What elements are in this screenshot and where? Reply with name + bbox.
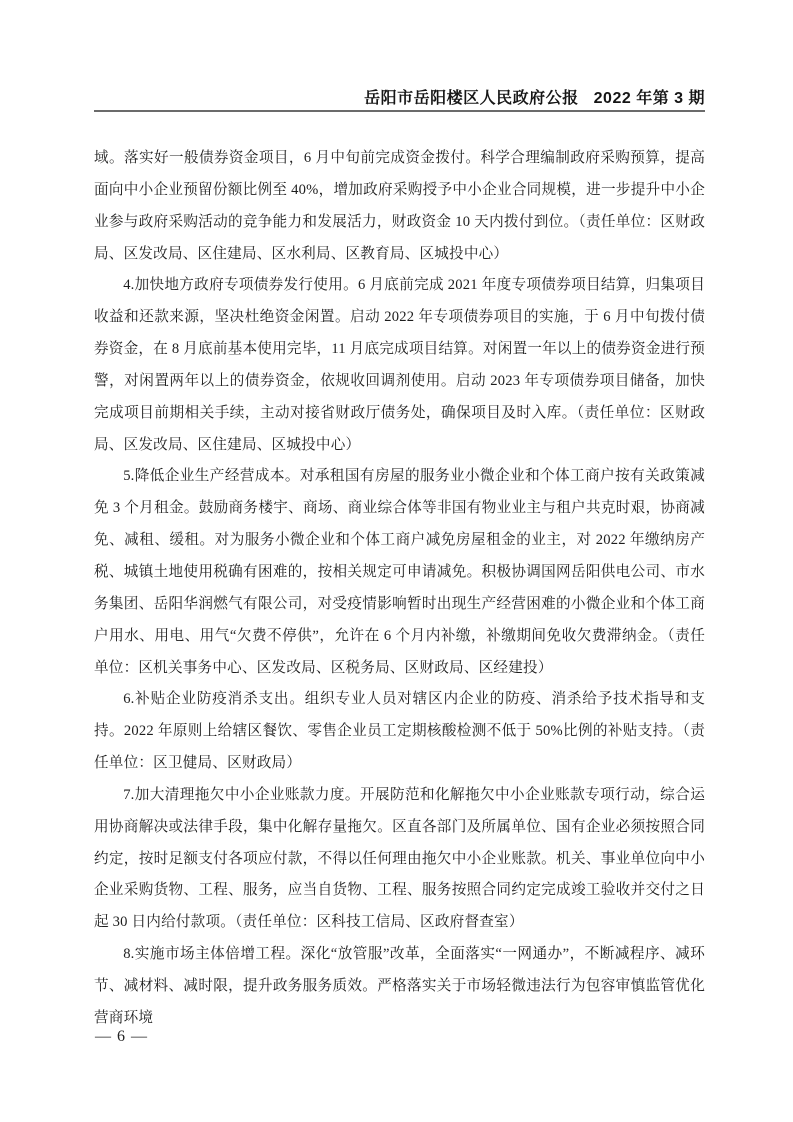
page-number: — 6 — [95, 1028, 148, 1045]
paragraph-item-7: 7.加大清理拖欠中小企业账款力度。开展防范和化解拖欠中小企业账款专项行动，综合运用协商解决或法律手段，集中化解存量拖欠。区直各部门及所属单位、国有企业必须按照合同约定，按时足额支付各项应付款，不得以任何理由拖欠中小企业账款。机关、事业单位向中小企业采购货物、工程、服务，应当自货物、工程、服务按照合同约定完成竣工验收并交付之日起 30 日内给付款项。（责任单位：区科技工信局、区政府督查室） [94, 786, 705, 931]
paragraph-item-8: 8.实施市场主体倍增工程。深化“放管服”改革，全面落实“一网通办”，不断减程序、减环节、减材料、减时限，提升政务服务质效。严格落实关于市场轻微违法行为包容审慎监管优化营商环境 [94, 946, 705, 1026]
header-rule [94, 110, 705, 112]
paragraph-item-5: 5.降低企业生产经营成本。对承租国有房屋的服务业小微企业和个体工商户按有关政策减免 3 个月租金。鼓励商务楼宇、商场、商业综合体等非国有物业业主与租户共克时艰，协商减免、减租、缓租。对为服务小微企业和个体工商户减免房屋租金的业主，对 2022 年缴纳房产税、城镇土地使用税确有困难的，按相关规定可申请减免。积极协调国网岳阳供电公司、市水务集团、岳阳华润燃气有限公司，对受疫情影响暂时出现生产经营困难的小微企业和个体工商户用水、用电、用气“欠费不停供”，允许在 6 个月内补缴，补缴期间免收欠费滞纳金。（责任单位：区机关事务中心、区发改局、区税务局、区财政局、区经建投） [94, 468, 705, 676]
page-header [94, 89, 705, 109]
paragraph-continuation: 域。落实好一般债券资金项目，6 月中旬前完成资金拨付。科学合理编制政府采购预算，提高面向中小企业预留份额比例至 40%，增加政府采购授予中小企业合同规模，进一步提升中小企业参与政府采购活动的竞争能力和发展活力，财政资金 10 天内拨付到位。（责任单位：区财政局、区发改局、区住建局、区水利局、区教育局、区城投中心） [94, 150, 705, 262]
gazette-title: 岳阳市岳阳楼区人民政府公报 [364, 90, 579, 107]
paragraph-item-6: 6.补贴企业防疫消杀支出。组织专业人员对辖区内企业的防疫、消杀给予技术指导和支持。2022 年原则上给辖区餐饮、零售企业员工定期核酸检测不低于 50%比例的补贴支持。（责任单位：区卫健局、区财政局） [94, 691, 705, 772]
document-body [94, 143, 705, 1035]
paragraph-item-4: 4.加快地方政府专项债券发行使用。6 月底前完成 2021 年度专项债券项目结算，归集项目收益和还款来源，坚决杜绝资金闲置。启动 2022 年专项债券项目的实施，于 6 月中旬拨付债券资金，在 8 月底前基本使用完毕，11 月底完成项目结算。对闲置一年以上的债券资金进行预警，对闲置两年以上的债券资金，依规收回调剂使用。启动 2023 年专项债券项目储备，加快完成项目前期相关手续，主动对接省财政厅债务处，确保项目及时入库。（责任单位：区财政局、区发改局、区住建局、区城投中心） [94, 277, 705, 453]
issue-number: 2022 年第 3 期 [593, 90, 705, 107]
